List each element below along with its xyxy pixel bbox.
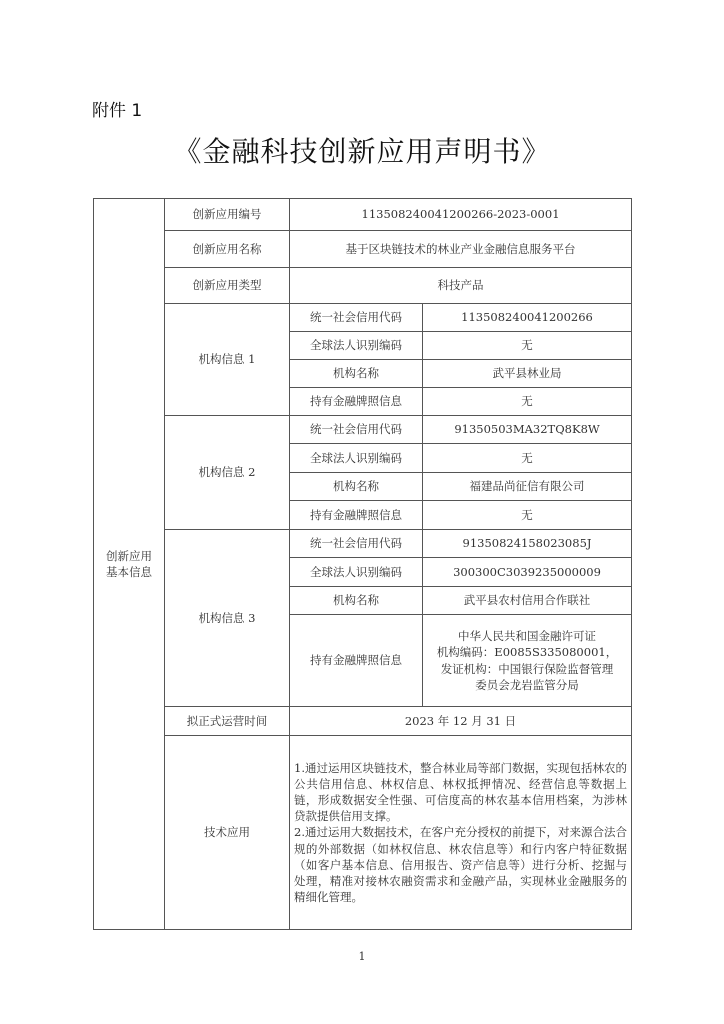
table-row — [94, 199, 632, 231]
table-row — [94, 530, 632, 558]
table-row — [94, 707, 632, 736]
lei-label: 全球法人识别编码 — [290, 444, 423, 473]
credit-code-label: 统一社会信用代码 — [290, 304, 423, 332]
app-type-label: 创新应用类型 — [165, 268, 290, 304]
org1-name: 武平县林业局 — [423, 360, 632, 388]
app-name-value: 基于区块链技术的林业产业金融信息服务平台 — [290, 231, 632, 268]
page-title: 《金融科技创新应用声明书》 — [173, 135, 551, 168]
org2-credit-code: 91350503MA32TQ8K8W — [423, 416, 632, 444]
table-row — [94, 231, 632, 268]
lei-label: 全球法人识别编码 — [290, 558, 423, 587]
org3-license-line: 机构编码：E0085S335080001， — [436, 645, 618, 660]
org3-license-line: 委员会龙岩监管分局 — [475, 677, 579, 692]
tech-paragraph-1: 1.通过运用区块链技术，整合林业局等部门数据，实现包括林农的公共信用信息、林权信息、林权抵押情况、经营信息等数据上链，形成数据安全性强、可信度高的林农基本信用档案，为涉林贷款提供信用支撑。 — [294, 761, 628, 824]
declaration-table — [93, 198, 632, 930]
app-type-value: 科技产品 — [290, 268, 632, 304]
org1-group-label: 机构信息 1 — [165, 304, 290, 416]
launch-time-value: 2023 年 12 月 31 日 — [290, 707, 632, 736]
org2-name: 福建品尚征信有限公司 — [423, 473, 632, 501]
org3-license — [423, 615, 632, 707]
table-row — [94, 416, 632, 444]
org3-license-line: 发证机构：中国银行保险监督管理 — [440, 661, 614, 676]
license-label: 持有金融牌照信息 — [290, 388, 423, 416]
app-name-label: 创新应用名称 — [165, 231, 290, 268]
org1-lei: 无 — [423, 332, 632, 360]
credit-code-label: 统一社会信用代码 — [290, 416, 423, 444]
table-row — [94, 268, 632, 304]
tech-paragraph-2: 2.通过运用大数据技术，在客户充分授权的前提下，对来源合法合规的外部数据（如林权信息、林农信息等）和行内客户特征数据（如客户基本信息、信用报告、资产信息等）进行分析、挖掘与处理，精准对接林农融资需求和金融产品，实现林业金融服务的精细化管理。 — [294, 825, 628, 904]
tech-label: 技术应用 — [165, 736, 290, 930]
attachment-label: 附件 1 — [92, 101, 143, 121]
section-label-line1: 创新应用 — [106, 548, 152, 563]
page-number: 1 — [358, 950, 366, 963]
table-row — [94, 304, 632, 332]
app-number-value: 113508240041200266-2023-0001 — [290, 199, 632, 231]
org-name-label: 机构名称 — [290, 360, 423, 388]
org2-lei: 无 — [423, 444, 632, 473]
org-name-label: 机构名称 — [290, 587, 423, 615]
tech-content — [290, 736, 632, 930]
org3-credit-code: 91350824158023085J — [423, 530, 632, 558]
org3-group-label: 机构信息 3 — [165, 530, 290, 707]
lei-label: 全球法人识别编码 — [290, 332, 423, 360]
license-label: 持有金融牌照信息 — [290, 615, 423, 707]
launch-time-label: 拟正式运营时间 — [165, 707, 290, 736]
table-row — [94, 736, 632, 930]
org1-credit-code: 113508240041200266 — [423, 304, 632, 332]
org-name-label: 机构名称 — [290, 473, 423, 501]
org3-lei: 300300C3039235000009 — [423, 558, 632, 587]
org2-license: 无 — [423, 501, 632, 530]
section-label-line2: 基本信息 — [106, 565, 152, 579]
org3-name: 武平县农村信用合作联社 — [423, 587, 632, 615]
credit-code-label: 统一社会信用代码 — [290, 530, 423, 558]
org1-license: 无 — [423, 388, 632, 416]
app-number-label: 创新应用编号 — [165, 199, 290, 231]
org3-license-line: 中华人民共和国金融许可证 — [458, 629, 596, 644]
org2-group-label: 机构信息 2 — [165, 416, 290, 530]
license-label: 持有金融牌照信息 — [290, 501, 423, 530]
section-label — [94, 199, 165, 930]
